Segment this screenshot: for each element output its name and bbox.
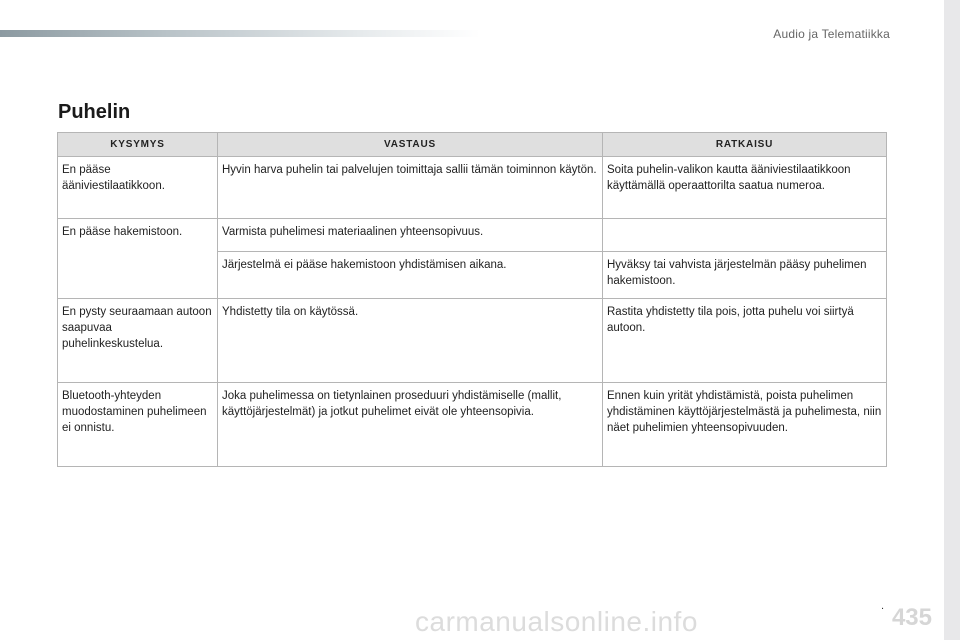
question-cell: En pääse ääniviestilaatikkoon. [58,157,218,219]
question-cell: En pääse hakemistoon. [58,219,218,299]
column-header-answer: VASTAUS [218,133,603,157]
page-title: Puhelin [58,101,131,123]
header-color-bar [0,30,480,37]
page-number: 435 [891,604,932,631]
question-cell: Bluetooth-yhteyden muodostaminen puhelimeen ei onnistu. [58,383,218,467]
answer-cell: Yhdistetty tila on käytössä. [218,299,603,383]
table-row [58,219,887,252]
column-header-question: KYSYMYS [58,133,218,157]
solution-cell: Soita puhelin-valikon kautta ääniviestilaatikkoon käyttämällä operaattorilta saatua numeroa. [603,157,887,219]
column-header-solution: RATKAISU [603,133,887,157]
solution-cell: Ennen kuin yrität yhdistämistä, poista puhelimen yhdistäminen käyttöjärjestelmästä ja puhelimesta, niin näet puhelimien yhteensopivuuden. [603,383,887,467]
solution-cell: Rastita yhdistetty tila pois, jotta puhelu voi siirtyä autoon. [603,299,887,383]
troubleshooting-table [57,132,887,467]
answer-cell: Joka puhelimessa on tietynlainen proseduuri yhdistämiselle (mallit, käyttöjärjestelmät) ja jotkut puhelimet eivät ole yhteensopivia. [218,383,603,467]
solution-cell: Hyväksy tai vahvista järjestelmän pääsy puhelimen hakemistoon. [603,252,887,299]
section-title: Audio ja Telematiikka [773,27,890,41]
answer-cell: Järjestelmä ei pääse hakemistoon yhdistämisen aikana. [218,252,603,299]
page-edge-strip [944,0,960,640]
table-row [58,383,887,467]
answer-cell: Hyvin harva puhelin tai palvelujen toimittaja sallii tämän toiminnon käytön. [218,157,603,219]
table-row [58,157,887,219]
footer-mark: . [880,600,884,612]
solution-cell [603,219,887,252]
table-row [58,299,887,383]
watermark: carmanualsonline.info [415,606,698,637]
question-cell: En pysty seuraamaan autoon saapuvaa puhelinkeskustelua. [58,299,218,383]
answer-cell: Varmista puhelimesi materiaalinen yhteensopivuus. [218,219,603,252]
table-header-row [58,133,887,157]
